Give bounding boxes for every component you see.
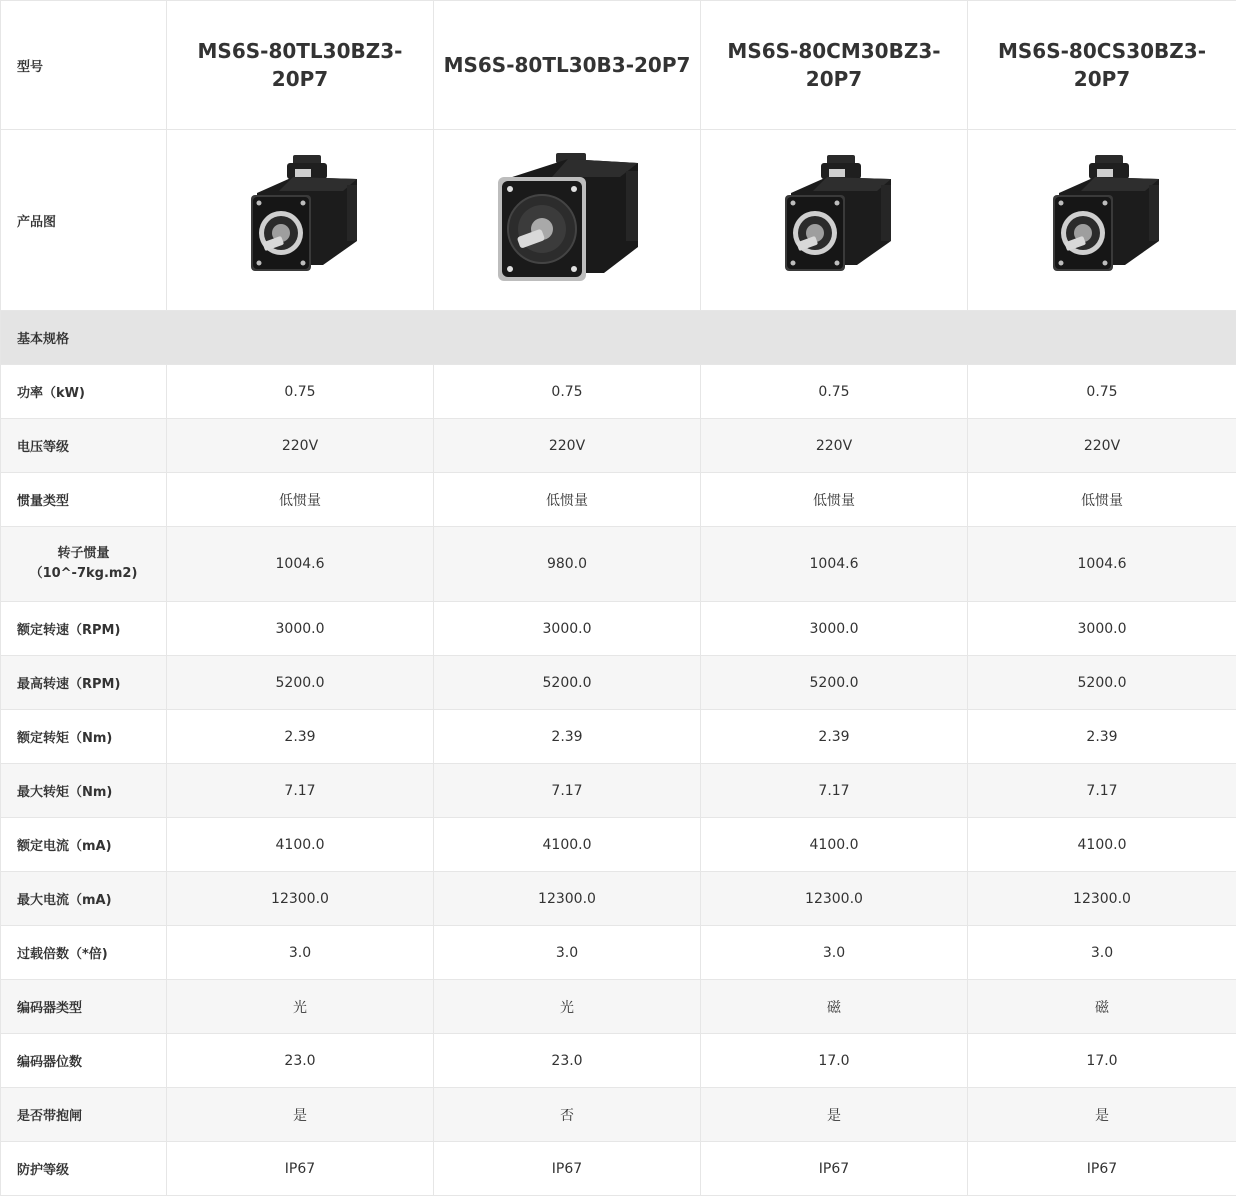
spec-value: 5200.0 [434, 656, 701, 710]
servo-motor-with-brake-icon [769, 153, 899, 283]
spec-value: 3.0 [701, 926, 968, 980]
spec-value: 220V [167, 419, 434, 473]
spec-row [1, 419, 1236, 473]
spec-value: IP67 [968, 1142, 1236, 1196]
spec-row [1, 872, 1236, 926]
spec-row [1, 1034, 1236, 1088]
spec-value: 2.39 [968, 710, 1236, 764]
spec-value: 2.39 [701, 710, 968, 764]
spec-value: 1004.6 [968, 527, 1236, 602]
spec-label: 最大电流（mA) [1, 872, 167, 926]
spec-value: 12300.0 [434, 872, 701, 926]
model-name: MS6S-80TL30BZ3-20P7 [167, 1, 434, 130]
spec-row [1, 818, 1236, 872]
spec-value: 3000.0 [434, 602, 701, 656]
spec-label: 最高转速（RPM) [1, 656, 167, 710]
spec-value: 1004.6 [701, 527, 968, 602]
spec-value: 5200.0 [968, 656, 1236, 710]
spec-value: 7.17 [167, 764, 434, 818]
spec-label: 转子惯量（10^-7kg.m2) [1, 527, 167, 602]
model-name: MS6S-80CM30BZ3-20P7 [701, 1, 968, 130]
spec-value: 7.17 [968, 764, 1236, 818]
spec-label: 编码器类型 [1, 980, 167, 1034]
spec-value: IP67 [167, 1142, 434, 1196]
model-header-row [1, 1, 1236, 130]
spec-row [1, 602, 1236, 656]
spec-value: 0.75 [701, 365, 968, 419]
spec-row [1, 926, 1236, 980]
spec-label: 过载倍数（*倍) [1, 926, 167, 980]
spec-value: 光 [167, 980, 434, 1034]
spec-value: 17.0 [968, 1034, 1236, 1088]
spec-label: 功率（kW) [1, 365, 167, 419]
spec-row [1, 1088, 1236, 1142]
spec-value: 磁 [701, 980, 968, 1034]
spec-label: 惯量类型 [1, 473, 167, 527]
spec-value: 980.0 [434, 527, 701, 602]
spec-value: 7.17 [434, 764, 701, 818]
spec-value: 3000.0 [167, 602, 434, 656]
spec-value: 3.0 [968, 926, 1236, 980]
spec-value: 1004.6 [167, 527, 434, 602]
section-label: 基本规格 [1, 311, 1236, 365]
product-image-cell [434, 130, 701, 311]
spec-value: 低惯量 [434, 473, 701, 527]
spec-value: 光 [434, 980, 701, 1034]
spec-value: IP67 [701, 1142, 968, 1196]
spec-value: 2.39 [167, 710, 434, 764]
spec-value: 220V [701, 419, 968, 473]
product-image-cell [701, 130, 968, 311]
spec-value: 5200.0 [167, 656, 434, 710]
servo-motor-icon [492, 151, 642, 285]
spec-value: 低惯量 [167, 473, 434, 527]
spec-value: 3.0 [434, 926, 701, 980]
spec-value: 23.0 [167, 1034, 434, 1088]
section-header-row [1, 311, 1236, 365]
spec-label: 是否带抱闸 [1, 1088, 167, 1142]
spec-label: 额定电流（mA) [1, 818, 167, 872]
model-label: 型号 [1, 1, 167, 130]
spec-row [1, 764, 1236, 818]
spec-value: 12300.0 [701, 872, 968, 926]
spec-row [1, 473, 1236, 527]
spec-row [1, 1142, 1236, 1196]
spec-label: 编码器位数 [1, 1034, 167, 1088]
spec-value: 220V [968, 419, 1236, 473]
spec-value: 12300.0 [968, 872, 1236, 926]
servo-motor-with-brake-icon [1037, 153, 1167, 283]
spec-value: 4100.0 [167, 818, 434, 872]
product-image-row [1, 130, 1236, 311]
spec-value: 3000.0 [968, 602, 1236, 656]
spec-value: 0.75 [968, 365, 1236, 419]
product-image-cell [968, 130, 1236, 311]
spec-label: 额定转速（RPM) [1, 602, 167, 656]
spec-value: 0.75 [434, 365, 701, 419]
spec-value: 否 [434, 1088, 701, 1142]
spec-row [1, 656, 1236, 710]
spec-row [1, 980, 1236, 1034]
spec-value: 2.39 [434, 710, 701, 764]
spec-value: 4100.0 [968, 818, 1236, 872]
spec-label: 防护等级 [1, 1142, 167, 1196]
spec-value: 4100.0 [434, 818, 701, 872]
spec-label: 电压等级 [1, 419, 167, 473]
servo-motor-with-brake-icon [235, 153, 365, 283]
spec-value: 0.75 [167, 365, 434, 419]
spec-value: 低惯量 [701, 473, 968, 527]
spec-value: 3.0 [167, 926, 434, 980]
image-label: 产品图 [1, 130, 167, 311]
spec-value: 220V [434, 419, 701, 473]
spec-value: 12300.0 [167, 872, 434, 926]
spec-row [1, 527, 1236, 602]
spec-value: 3000.0 [701, 602, 968, 656]
spec-value: 是 [167, 1088, 434, 1142]
spec-value: 是 [701, 1088, 968, 1142]
spec-value: 5200.0 [701, 656, 968, 710]
spec-value: 4100.0 [701, 818, 968, 872]
spec-value: 23.0 [434, 1034, 701, 1088]
spec-label: 最大转矩（Nm) [1, 764, 167, 818]
product-image-cell [167, 130, 434, 311]
model-name: MS6S-80TL30B3-20P7 [434, 1, 701, 130]
spec-value: 7.17 [701, 764, 968, 818]
spec-value: 磁 [968, 980, 1236, 1034]
spec-value: 是 [968, 1088, 1236, 1142]
spec-row [1, 710, 1236, 764]
spec-value: 低惯量 [968, 473, 1236, 527]
model-name: MS6S-80CS30BZ3-20P7 [968, 1, 1236, 130]
spec-value: IP67 [434, 1142, 701, 1196]
spec-row [1, 365, 1236, 419]
spec-value: 17.0 [701, 1034, 968, 1088]
spec-label: 额定转矩（Nm) [1, 710, 167, 764]
